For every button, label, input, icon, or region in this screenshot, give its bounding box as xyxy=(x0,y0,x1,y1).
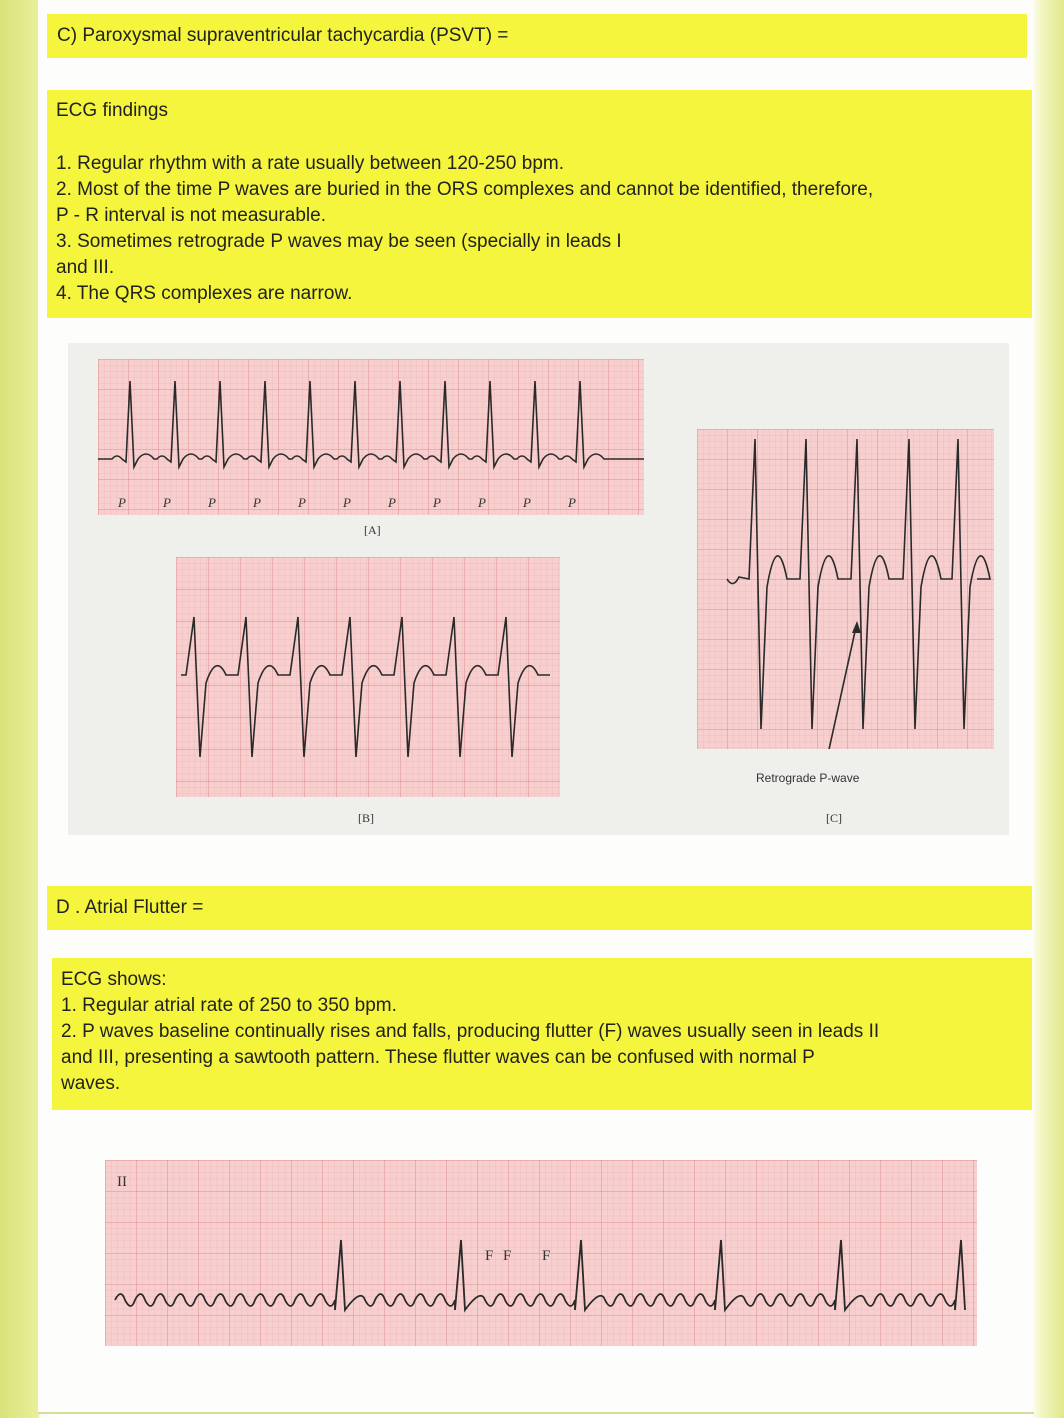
f-marker: F xyxy=(503,1248,512,1264)
p-marker: P xyxy=(253,495,261,510)
psvt-ecg-figure xyxy=(68,343,1009,835)
lead-label: II xyxy=(117,1174,127,1190)
p-marker: P xyxy=(568,495,576,510)
p-marker: P xyxy=(208,495,216,510)
p-marker: P xyxy=(523,495,531,510)
ecg-strip-a xyxy=(98,359,644,515)
p-marker: P xyxy=(433,495,441,510)
psvt-finding-line: P - R interval is not measurable. xyxy=(56,205,326,226)
psvt-finding-line: 4. The QRS complexes are narrow. xyxy=(56,283,353,304)
label-c: [C] xyxy=(826,811,842,825)
p-marker: P xyxy=(343,495,351,510)
label-b: [B] xyxy=(358,811,374,825)
ecg-strip-b xyxy=(176,557,560,797)
psvt-finding-line: 2. Most of the time P waves are buried in the ORS complexes and cannot be identified, therefore, xyxy=(56,179,874,200)
psvt-heading: C) Paroxysmal supraventricular tachycardia (PSVT) = xyxy=(57,25,509,46)
flutter-heading-box xyxy=(47,886,1032,930)
p-marker: P xyxy=(118,495,126,510)
p-marker: P xyxy=(478,495,486,510)
flutter-finding-line: 2. P waves baseline continually rises and falls, producing flutter (F) waves usually seen in leads II xyxy=(61,1021,880,1042)
psvt-finding-line: 3. Sometimes retrograde P waves may be seen (specially in leads I xyxy=(56,231,622,252)
psvt-heading-box xyxy=(47,14,1027,58)
psvt-findings-title: ECG findings xyxy=(56,100,168,121)
p-marker: P xyxy=(163,495,171,510)
p-marker: P xyxy=(298,495,306,510)
ecg-strip-c xyxy=(697,429,994,749)
f-marker: F xyxy=(485,1248,494,1264)
ecg-strip-flutter xyxy=(105,1160,977,1346)
f-marker: F xyxy=(542,1248,551,1264)
p-marker: P xyxy=(388,495,396,510)
flutter-finding-line: waves. xyxy=(61,1073,121,1094)
psvt-findings-box xyxy=(47,90,1032,318)
psvt-finding-line: 1. Regular rhythm with a rate usually between 120-250 bpm. xyxy=(56,153,564,174)
flutter-shows-title: ECG shows: xyxy=(61,969,167,990)
flutter-finding-line: and III, presenting a sawtooth pattern. These flutter waves can be confused with normal P xyxy=(61,1047,815,1068)
flutter-finding-line: 1. Regular atrial rate of 250 to 350 bpm. xyxy=(61,995,397,1016)
retrograde-label: Retrograde P-wave xyxy=(756,771,860,785)
psvt-finding-line: and III. xyxy=(56,257,115,278)
flutter-heading: D . Atrial Flutter = xyxy=(56,897,204,918)
label-a: [A] xyxy=(364,523,381,537)
flutter-findings-box xyxy=(52,958,1032,1110)
